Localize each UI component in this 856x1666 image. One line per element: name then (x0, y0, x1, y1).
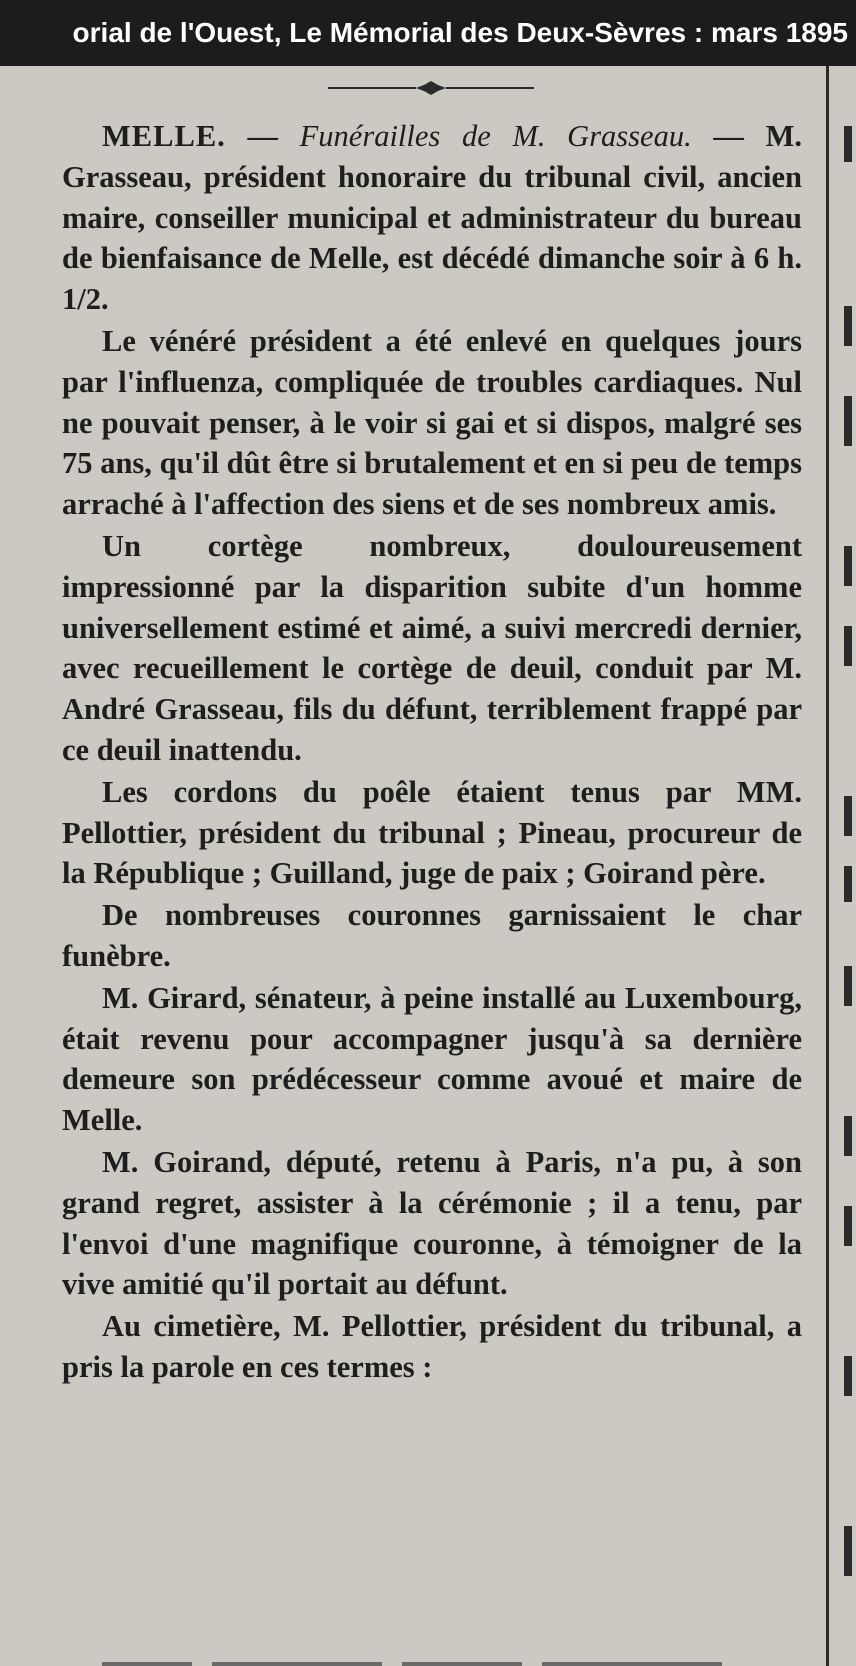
article-headline (62, 116, 802, 320)
text-fragment (844, 626, 852, 666)
article-place: MELLE. (102, 119, 226, 153)
article-paragraph: M. Girard, sénateur, à peine installé au Luxembourg, était revenu pour accompagner jusqu'à sa dernière demeure son prédécesseur comme avoué et maire de Melle. (62, 980, 802, 1138)
text-fragment (844, 866, 852, 902)
newspaper-page (0, 66, 856, 1666)
text-fragment (844, 796, 852, 836)
news-article (62, 116, 802, 1389)
article-paragraph: Les cordons du poêle étaient tenus par MM. Pellottier, président du tribunal ; Pineau, procureur de la République ; Guilland, juge de paix ; Goirand père. (62, 774, 802, 891)
adjacent-column-fragments (834, 66, 856, 1666)
text-fragment (844, 546, 852, 586)
cropped-next-line (62, 1656, 802, 1666)
window-title: orial de l'Ouest, Le Mémorial des Deux-Sèvres : mars 1895 (72, 17, 848, 48)
article-paragraph: Au cimetière, M. Pellottier, président du tribunal, a pris la parole en ces termes : (62, 1309, 802, 1384)
text-fragment (844, 126, 852, 162)
article-headline-text: Funérailles de M. Grasseau. (299, 119, 692, 153)
article-paragraph: M. Goirand, député, retenu à Paris, n'a pu, à son grand regret, assister à la cérémonie ; il a tenu, par l'envoi d'une magnifique couronne, à témoigner de la vive amitié qu'il portait au défunt. (62, 1144, 802, 1302)
headline-dash: — (247, 119, 278, 153)
text-fragment (844, 1526, 852, 1576)
text-fragment (844, 1206, 852, 1246)
article-paragraph: Un cortège nombreux, douloureusement impressionné par la disparition subite d'un homme universellement estimé et aimé, a suivi mercredi dernier, avec recueillement le cortège de deuil, conduit par M. André Grasseau, fils du défunt, terriblement frappé par ce deuil inattendu. (62, 528, 802, 767)
text-fragment (844, 1116, 852, 1156)
text-fragment (844, 396, 852, 446)
article-paragraph: — M. Grasseau, président honoraire du tribunal civil, ancien maire, conseiller municipal et administrateur du bureau de bienfaisance de Melle, est décédé dimanche soir à 6 h. 1/2. (62, 119, 803, 317)
article-paragraph: Le vénéré président a été enlevé en quelques jours par l'influenza, compliquée de troubles cardiaques. Nul ne pouvait penser, à le voir si gai et si dispos, malgré ses 75 ans, qu'il dût être si brutalement et en si peu de temps arraché à l'affection des siens et de ses nombreux amis. (62, 323, 802, 522)
text-fragment (844, 1356, 852, 1396)
column-divider (826, 66, 829, 1666)
cropped-text-fragment (60, 66, 260, 76)
section-divider-ornament (328, 80, 534, 96)
text-fragment (844, 966, 852, 1006)
text-fragment (844, 306, 852, 346)
window-title-bar (0, 0, 856, 66)
article-paragraph: De nombreuses couronnes garnissaient le char funèbre. (62, 898, 802, 973)
